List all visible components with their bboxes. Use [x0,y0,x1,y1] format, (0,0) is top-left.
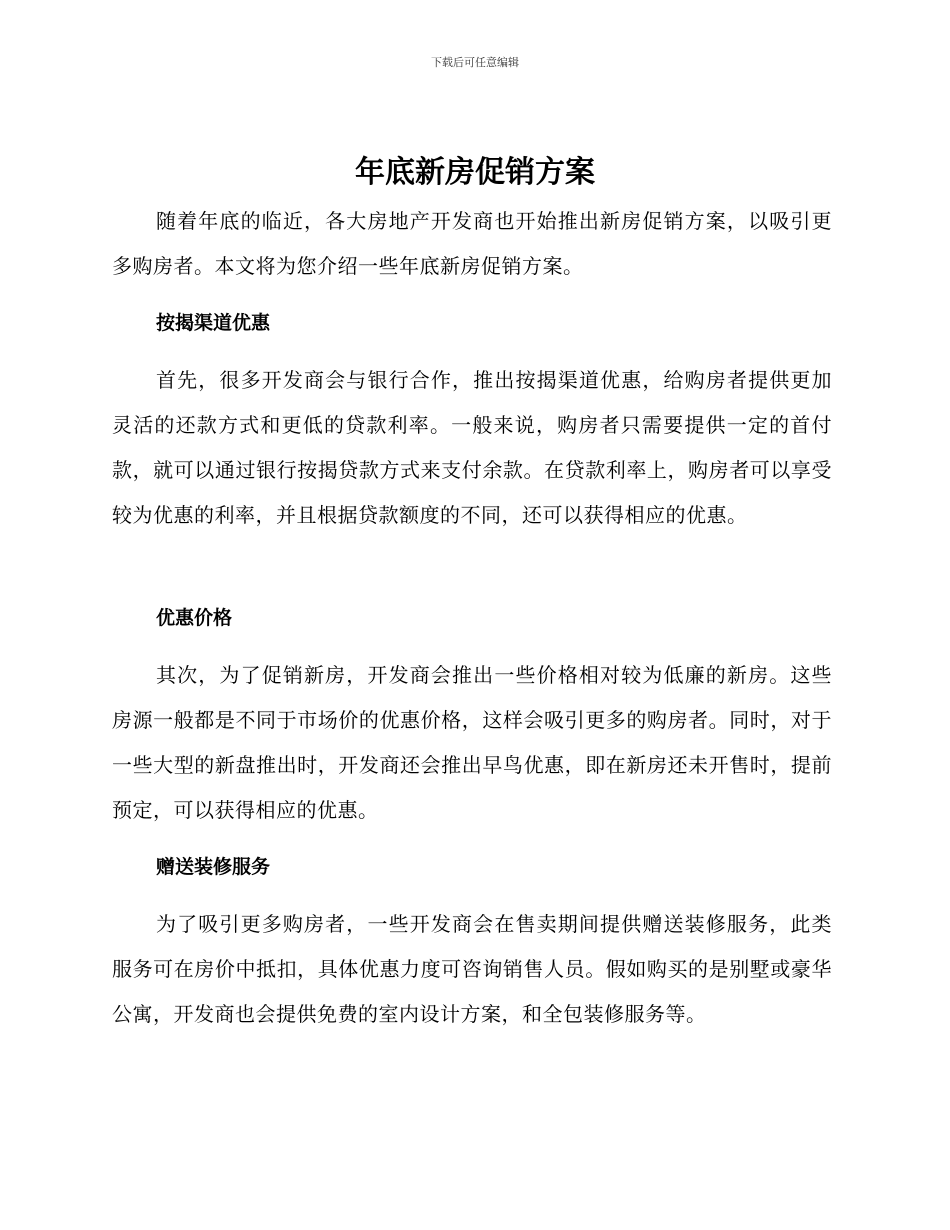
section-heading-mortgage: 按揭渠道优惠 [156,312,271,334]
section-paragraph-mortgage: 首先，很多开发商会与银行合作，推出按揭渠道优惠，给购房者提供更加灵活的还款方式和更低的贷款利率。一般来说，购房者只需要提供一定的首付款，就可以通过银行按揭贷款方式来支付余款。在贷款利率上，购房者可以享受较为优惠的利率，并且根据贷款额度的不同，还可以获得相应的优惠。 [112,368,832,527]
intro-paragraph: 随着年底的临近，各大房地产开发商也开始推出新房促销方案，以吸引更多购房者。本文将为您介绍一些年底新房促销方案。 [112,209,832,278]
section-heading-decoration-service: 赠送装修服务 [156,856,271,878]
section-paragraph-discount-price: 其次，为了促销新房，开发商会推出一些价格相对较为低廉的新房。这些房源一般都是不同于市场价的优惠价格，这样会吸引更多的购房者。同时，对于一些大型的新盘推出时，开发商还会推出早鸟优惠，即在新房还未开售时，提前预定，可以获得相应的优惠。 [112,663,832,822]
section-heading-discount-price: 优惠价格 [156,607,233,629]
page-title: 年底新房促销方案 [355,155,595,190]
header-note: 下载后可任意编辑 [431,56,519,69]
section-paragraph-decoration-service: 为了吸引更多购房者，一些开发商会在售卖期间提供赠送装修服务，此类服务可在房价中抵扣，具体优惠力度可咨询销售人员。假如购买的是别墅或豪华公寓，开发商也会提供免费的室内设计方案，和全包装修服务等。 [112,912,832,1026]
